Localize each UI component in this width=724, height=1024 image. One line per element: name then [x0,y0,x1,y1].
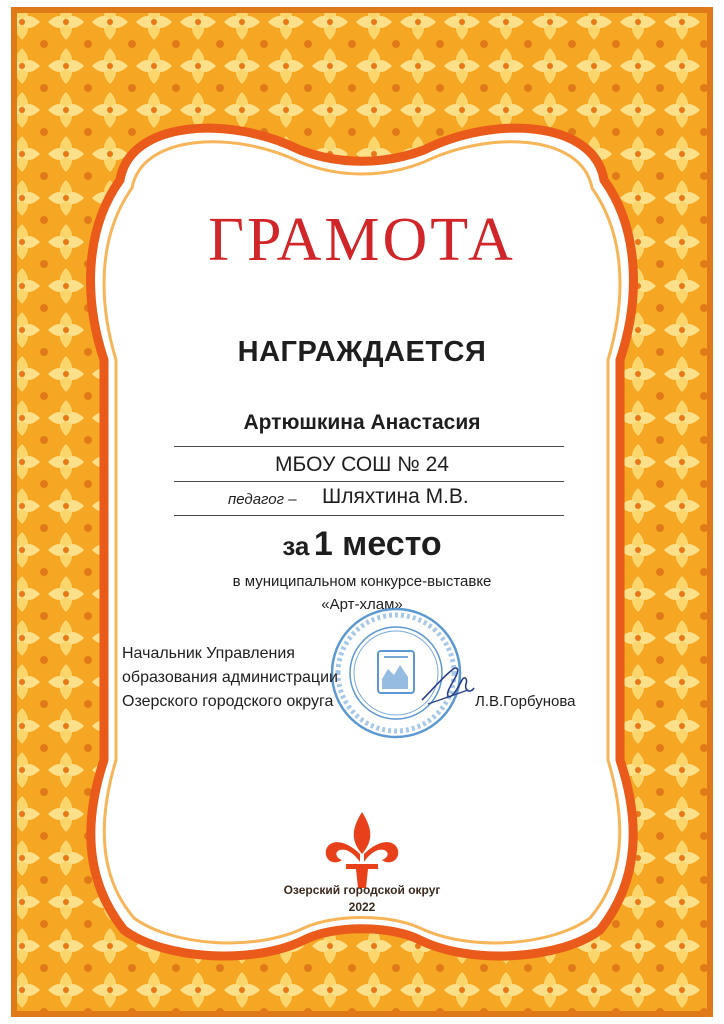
footer-year: 2022 [348,900,376,914]
signer-position-line-1: Начальник Управления [122,645,295,662]
school-name: МБОУ СОШ № 24 [275,453,449,476]
recipient-name: Артюшкина Анастасия [243,411,481,434]
signer-position-line-2: образования администрации [122,669,338,686]
teacher-name: Шляхтина М.В. [322,485,469,508]
footer-district: Озерский городской округ [283,883,441,897]
teacher-label: педагог – [228,491,297,508]
place-line [0,525,724,564]
school-underline [174,481,564,482]
contest-line-1: в муниципальном конкурсе-выставке [232,573,492,590]
contest-line-2: «Арт-хлам» [321,596,403,613]
handwritten-signature [418,660,478,710]
place-prefix: за [282,531,310,561]
awarded-heading: НАГРАЖДАЕТСЯ [237,336,487,368]
certificate-title: ГРАМОТА [208,206,516,274]
place-value: 1 место [313,525,442,563]
recipient-underline [174,446,564,447]
teacher-underline [174,515,564,516]
signer-position-line-3: Озерского городского округа [122,693,334,710]
signer-name: Л.В.Горбунова [475,693,576,710]
